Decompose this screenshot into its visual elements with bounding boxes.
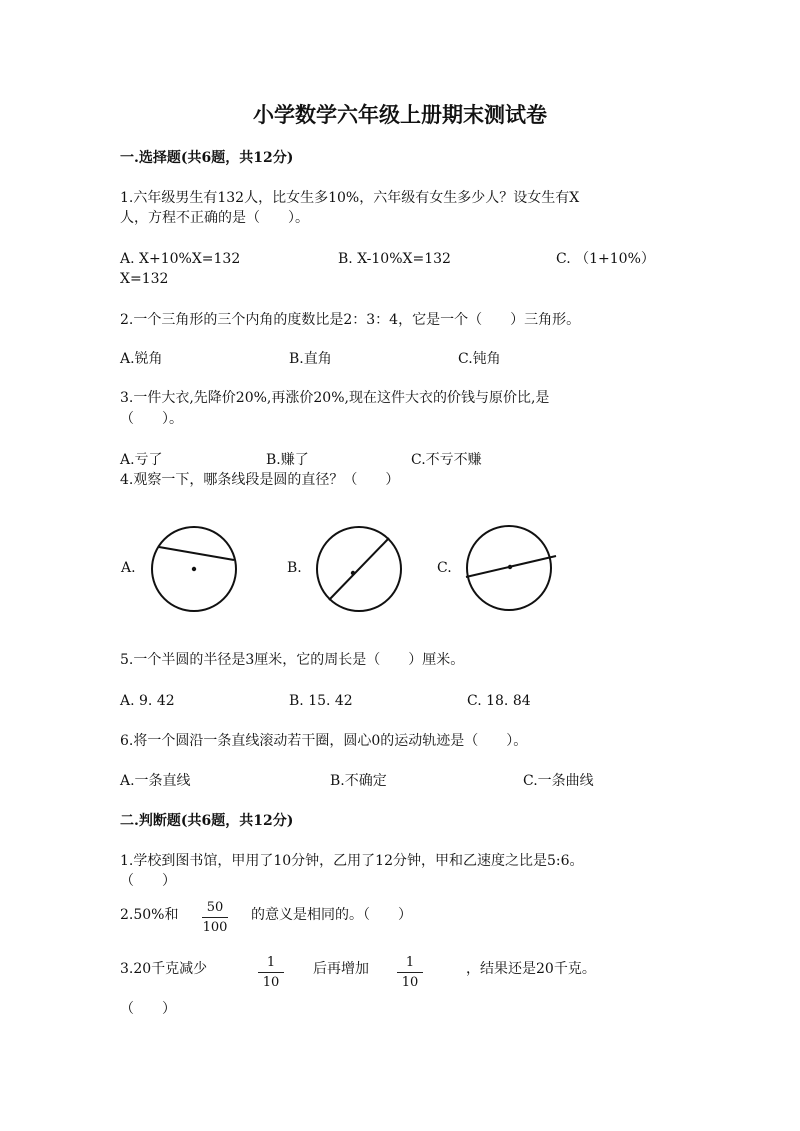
judge-2-suffix: 的意义是相同的。（ ） — [251, 907, 412, 923]
question-3-option-b: B.赚了 — [266, 452, 309, 468]
fraction-1-over-10-a — [257, 955, 285, 990]
figure-a-label: A. — [121, 560, 136, 576]
question-2-option-a: A.锐角 — [120, 351, 163, 367]
question-1-option-c-cont: X=132 — [120, 271, 169, 287]
question-6-option-c: C.一条曲线 — [523, 773, 594, 789]
judge-3-prefix: 3.20千克减少 — [120, 961, 208, 977]
fraction-1-over-10-b — [396, 955, 424, 990]
question-4-text: 4.观察一下，哪条线段是圆的直径？（ ） — [120, 472, 400, 488]
question-1-line1: 1.六年级男生有132人，比女生多10%，六年级有女生多少人？设女生有X — [120, 190, 580, 206]
question-5-option-c: C. 18. 84 — [467, 693, 531, 709]
question-3-option-a: A.亏了 — [120, 452, 163, 468]
question-6-option-a: A.一条直线 — [120, 773, 191, 789]
fraction-50-over-100 — [201, 900, 229, 935]
question-6-option-b: B.不确定 — [330, 773, 387, 789]
judge-3-middle: 后再增加 — [313, 961, 369, 977]
question-3-option-c: C.不亏不赚 — [411, 452, 482, 468]
judge-3-answer: （ ） — [120, 1001, 176, 1017]
fraction-bar — [397, 972, 423, 973]
figure-b-label: B. — [287, 560, 302, 576]
circle-figure-c — [466, 525, 556, 615]
section-heading-judgement: 二.判断题(共6题，共12分) — [120, 813, 294, 829]
judge-1-line2: （ ） — [120, 873, 176, 889]
judge-2-prefix: 2.50%和 — [120, 907, 179, 923]
fraction-numerator: 1 — [266, 955, 276, 970]
question-1-line2: 人，方程不正确的是（ ）。 — [120, 210, 309, 226]
question-1-option-b: B. X-10%X=132 — [338, 251, 451, 267]
question-1-option-a: A. X+10%X=132 — [120, 251, 241, 267]
question-1-option-c: C. （1+10%） — [556, 251, 655, 267]
fraction-numerator: 50 — [206, 900, 224, 915]
fraction-numerator: 1 — [405, 955, 415, 970]
question-2-option-c: C.钝角 — [458, 351, 501, 367]
circle-figure-a — [150, 525, 240, 615]
question-2-option-b: B.直角 — [289, 351, 332, 367]
question-6-text: 6.将一个圆沿一条直线滚动若干圈，圆心0的运动轨迹是（ ）。 — [120, 733, 528, 749]
fraction-bar — [258, 972, 284, 973]
section-heading-choice: 一.选择题(共6题，共12分) — [120, 150, 294, 166]
fraction-denominator: 10 — [401, 975, 419, 990]
question-3-line1: 3.一件大衣,先降价20%,再涨价20%,现在这件大衣的价钱与原价比,是 — [120, 390, 550, 406]
circle-figure-b — [315, 525, 405, 615]
question-5-option-a: A. 9. 42 — [120, 693, 175, 709]
figure-c-label: C. — [437, 560, 452, 576]
judge-3-suffix: ，结果还是20千克。 — [466, 961, 596, 977]
fraction-denominator: 10 — [262, 975, 280, 990]
page-title: 小学数学六年级上册期末测试卷 — [253, 102, 547, 127]
fraction-bar — [202, 917, 228, 918]
judge-1-line1: 1.学校到图书馆，甲用了10分钟，乙用了12分钟，甲和乙速度之比是5:6。 — [120, 853, 584, 869]
question-5-option-b: B. 15. 42 — [289, 693, 353, 709]
question-3-line2: （ ）。 — [120, 411, 183, 427]
fraction-denominator: 100 — [202, 920, 228, 935]
question-2-text: 2.一个三角形的三个内角的度数比是2：3：4，它是一个（ ）三角形。 — [120, 312, 581, 328]
question-5-text: 5.一个半圆的半径是3厘米，它的周长是（ ）厘米。 — [120, 652, 465, 668]
